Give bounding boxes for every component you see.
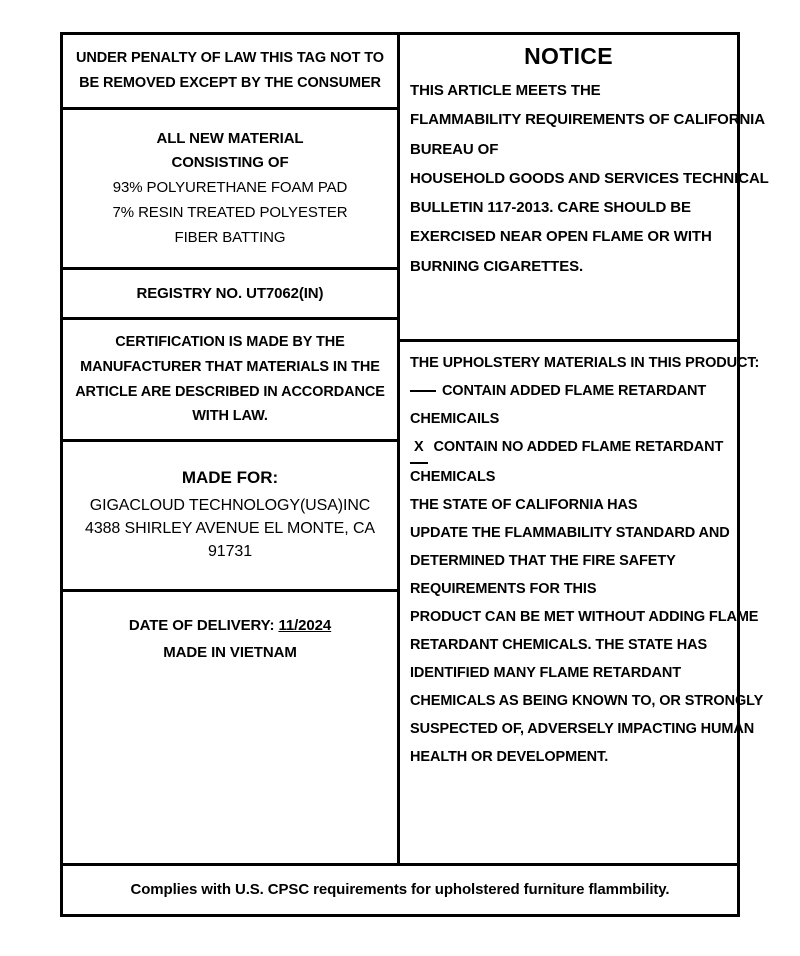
materials-block [63,107,397,267]
notice-block [400,35,769,339]
penalty-line-1: UNDER PENALTY OF LAW THIS TAG NOT TO [76,49,384,66]
fr-body-line-8: CHEMICALS AS BEING KNOWN TO, OR STRONGLY [410,692,764,709]
label-main-table [60,32,769,866]
fr-body-line-7: IDENTIFIED MANY FLAME RETARDANT [410,664,682,681]
fr-body-line-4: REQUIREMENTS FOR THIS [410,580,597,597]
materials-line-4: 7% RESIN TREATED POLYESTER [112,203,348,221]
option-unchecked-row [410,378,727,406]
penalty-block [63,35,397,107]
option-checked-text: CONTAIN NO ADDED FLAME RETARDANT [433,438,724,455]
option-unchecked-text-2: CHEMICAILS [410,410,500,427]
delivery-date-row [73,612,387,639]
certification-line-2: MANUFACTURER THAT MATERIALS IN THE [80,358,380,375]
materials-line-3: 93% POLYURETHANE FOAM PAD [112,179,348,197]
registry-block [63,267,397,317]
option-checked-row [410,434,727,464]
made-for-block [63,439,397,589]
notice-line-7: BURNING CIGARETTES. [410,257,584,275]
made-for-title: MADE FOR: [181,467,279,487]
law-label [60,32,769,917]
option-checked-text-2: CHEMICALS [410,468,496,485]
delivery-date-value: 11/2024 [278,616,332,634]
notice-line-1: THIS ARTICLE MEETS THE [410,82,601,99]
option-unchecked-text: CONTAIN ADDED FLAME RETARDANT [441,382,707,399]
registry-number: REGISTRY NO. UT7062(IN) [136,284,324,302]
fr-body-line-6: RETARDANT CHEMICALS. THE STATE HAS [410,636,708,653]
materials-line-2: CONSISTING OF [171,154,289,172]
flame-retardant-block [400,339,764,863]
notice-title: NOTICE [524,43,613,69]
notice-line-2: FLAMMABILITY REQUIREMENTS OF CALIFORNIA [410,111,765,129]
made-for-line-1: GIGACLOUD TECHNOLOGY(USA)INC [89,496,371,514]
made-for-line-3: 91731 [208,543,252,561]
penalty-line-2: BE REMOVED EXCEPT BY THE CONSUMER [79,75,381,91]
label-right-column [400,35,769,863]
delivery-block [63,589,397,685]
fr-body-line-10: HEALTH OR DEVELOPMENT. [410,748,609,765]
certification-line-3: ARTICLE ARE DESCRIBED IN ACCORDANCE [75,383,385,400]
fr-body-line-9: SUSPECTED OF, ADVERSELY IMPACTING HUMAN [410,720,755,737]
fr-body-line-5: PRODUCT CAN BE MET WITHOUT ADDING FLAME [410,608,759,625]
fr-body-line-2: UPDATE THE FLAMMABILITY STANDARD AND [410,524,730,541]
footer-block [60,866,740,917]
fr-body-line-1: THE STATE OF CALIFORNIA HAS [410,496,638,513]
notice-line-6: EXERCISED NEAR OPEN FLAME OR WITH [410,228,712,246]
cpsc-compliance-text: Complies with U.S. CPSC requirements for upholstered furniture flammbility. [130,881,670,898]
certification-line-1: CERTIFICATION IS MADE BY THE [115,333,345,350]
checkbox-checked-x-icon[interactable]: X [410,434,428,464]
certification-block [63,317,397,439]
flame-retardant-intro: THE UPHOLSTERY MATERIALS IN THIS PRODUCT: [410,355,760,371]
delivery-date-label: DATE OF DELIVERY: [128,616,275,634]
origin-line: MADE IN VIETNAM [163,643,297,661]
fr-body-line-3: DETERMINED THAT THE FIRE SAFETY [410,552,676,569]
notice-line-3: BUREAU OF [410,140,499,158]
made-for-line-2: 4388 SHIRLEY AVENUE EL MONTE, CA [85,519,375,537]
materials-line-1: ALL NEW MATERIAL [156,129,304,147]
certification-line-4: WITH LAW. [192,408,268,425]
checkbox-blank-icon[interactable] [410,390,436,392]
notice-line-4: HOUSEHOLD GOODS AND SERVICES TECHNICAL [410,169,769,187]
materials-line-5: FIBER BATTING [174,228,286,246]
label-left-column [63,35,400,863]
notice-line-5: BULLETIN 117-2013. CARE SHOULD BE [410,199,691,216]
